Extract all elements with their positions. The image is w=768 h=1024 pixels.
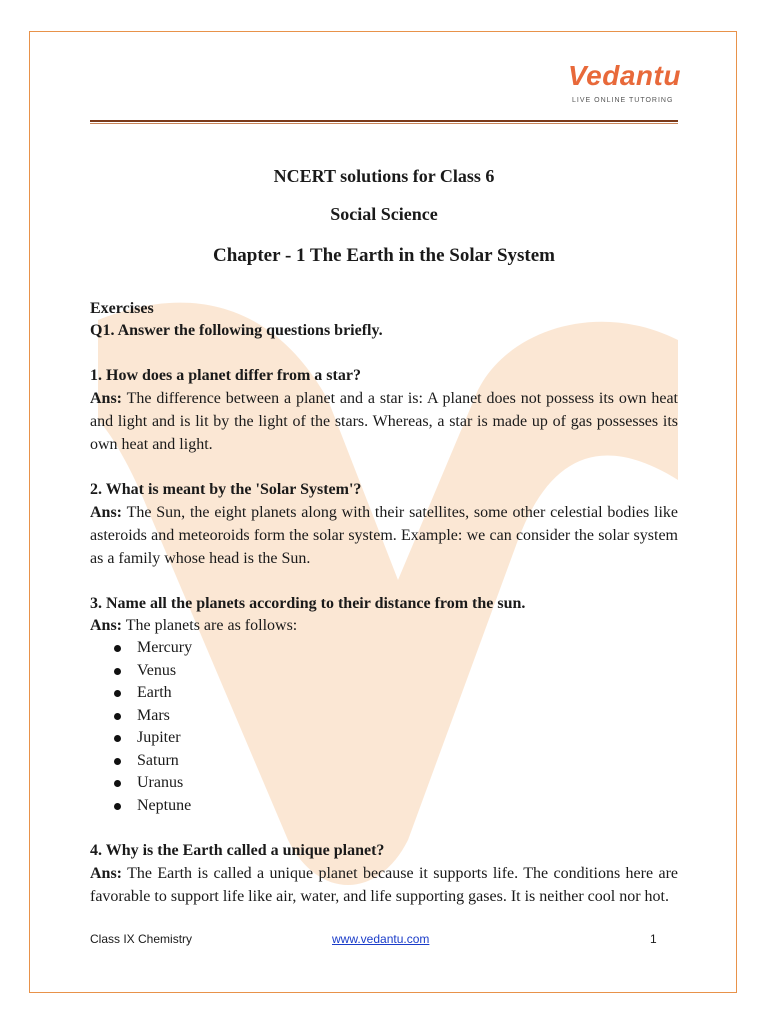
answer-3 xyxy=(90,615,678,637)
question-2: 2. What is meant by the 'Solar System'? xyxy=(90,481,362,498)
ans-label: Ans: xyxy=(90,865,123,882)
exercises-heading: Exercises xyxy=(90,300,154,317)
ans-label: Ans: xyxy=(90,390,123,407)
list-item: Earth xyxy=(112,682,678,705)
bullet-icon xyxy=(114,735,121,742)
question-4: 4. Why is the Earth called a unique planet? xyxy=(90,842,385,859)
ans-label: Ans: xyxy=(90,504,123,521)
list-item: Mars xyxy=(112,705,678,728)
answer-text: The Earth is called a unique planet because it supports life. The conditions here are favorable to support life like air, water, and life supporting gases. It is neither cool nor hot. xyxy=(90,865,679,905)
list-item: Venus xyxy=(112,660,678,683)
bullet-icon xyxy=(114,758,121,765)
question-1: 1. How does a planet differ from a star? xyxy=(90,367,361,384)
header-divider xyxy=(90,120,678,124)
chapter-title: Chapter - 1 The Earth in the Solar System xyxy=(212,245,556,266)
answer-1 xyxy=(90,387,678,456)
title-line-1: NCERT solutions for Class 6 xyxy=(273,166,495,186)
bullet-icon xyxy=(114,803,121,810)
answer-text: The planets are as follows: xyxy=(125,617,298,634)
vedantu-logo[interactable] xyxy=(568,60,681,110)
list-item: Saturn xyxy=(112,750,678,773)
list-item: Uranus xyxy=(112,772,678,795)
title-line-2: Social Science xyxy=(330,204,438,224)
question-group-heading: Q1. Answer the following questions briefly. xyxy=(90,322,383,339)
ans-label: Ans: xyxy=(90,617,123,634)
bullet-icon xyxy=(114,690,121,697)
document-body xyxy=(90,162,678,908)
answer-2 xyxy=(90,501,678,570)
bullet-icon xyxy=(114,645,121,652)
logo-tagline: LIVE ONLINE TUTORING xyxy=(572,97,674,104)
answer-text: The difference between a planet and a star is: A planet does not possess its own heat and light and is lit by the light of the stars. Whereas, a star is made up of gas possesses its own heat and light. xyxy=(90,390,678,453)
answer-4 xyxy=(90,862,678,908)
list-item: Neptune xyxy=(112,795,678,818)
page-number: 1 xyxy=(650,932,657,946)
bullet-icon xyxy=(114,668,121,675)
logo-wordmark: Vedantu xyxy=(568,60,681,91)
footer-website-link[interactable]: www.vedantu.com xyxy=(332,932,430,946)
bullet-icon xyxy=(114,713,121,720)
answer-text: The Sun, the eight planets along with their satellites, some other celestial bodies like asteroids and meteoroids form the solar system. Example: we can consider the solar system as a family whose head is the Sun. xyxy=(90,504,678,567)
question-3: 3. Name all the planets according to their distance from the sun. xyxy=(90,595,526,612)
list-item: Mercury xyxy=(112,637,678,660)
bullet-icon xyxy=(114,780,121,787)
footer-course-label: Class IX Chemistry xyxy=(90,932,193,946)
planet-list xyxy=(90,637,678,817)
list-item: Jupiter xyxy=(112,727,678,750)
